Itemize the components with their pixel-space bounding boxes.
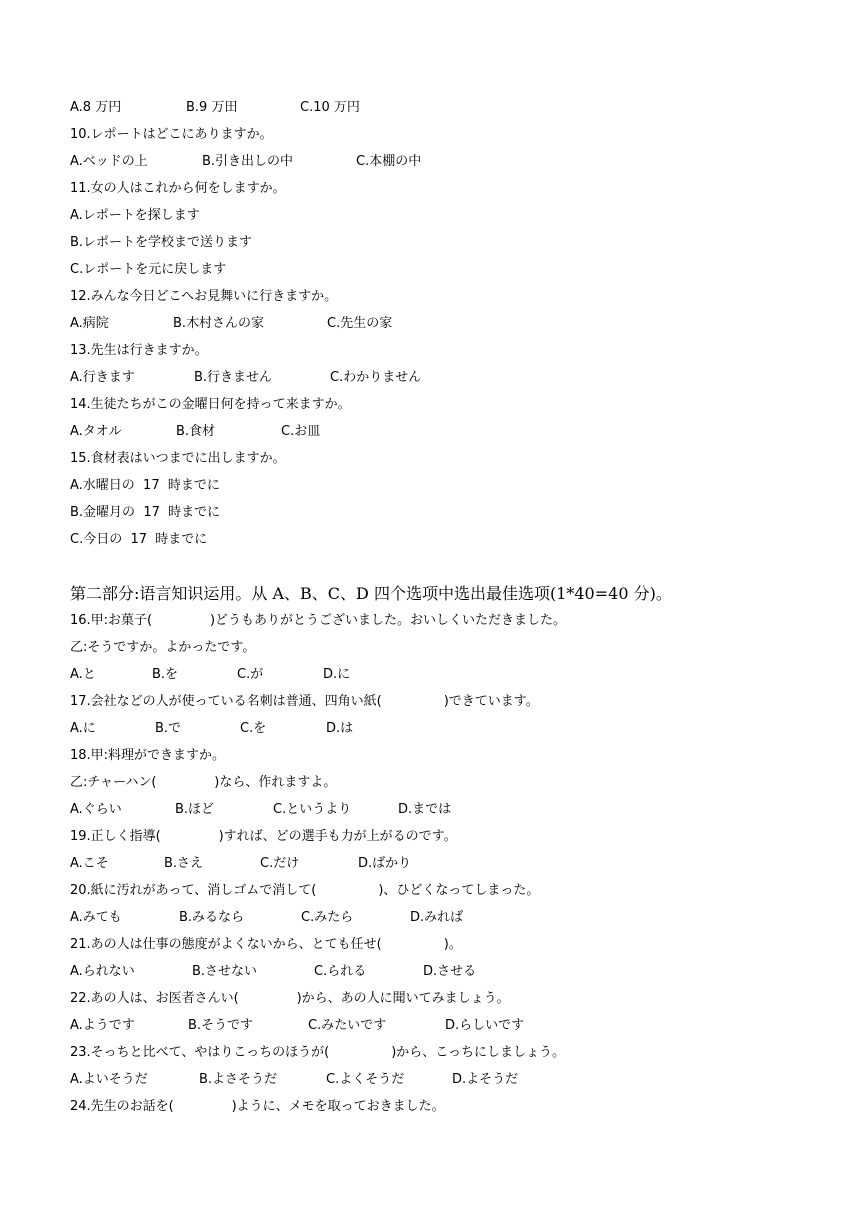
option-c: C.10 万円 <box>300 100 360 115</box>
question-16-reply: 乙:そうですか。よかったです。 <box>70 640 256 655</box>
question-13: 13.先生は行きますか。 <box>70 343 208 358</box>
option-a: A.みても <box>70 910 122 925</box>
option-b: B.で <box>155 721 182 736</box>
q15-option-b: B.金曜月の 17 時までに <box>70 505 221 520</box>
option-d: D.らしいです <box>445 1018 525 1033</box>
option-c: C.を <box>240 721 267 736</box>
q11-option-a: A.レポートを探します <box>70 208 200 223</box>
option-d: D.みれば <box>410 910 464 925</box>
question-21: 21.あの人は仕事の態度がよくないから、とても任せ( )。 <box>70 937 462 952</box>
option-a: A.られない <box>70 964 135 979</box>
option-d: D.させる <box>423 964 477 979</box>
option-b: B.ほど <box>175 802 215 817</box>
question-18-reply: 乙:チャーハン( )なら、作れますよ。 <box>70 775 337 790</box>
option-c: C.みたいです <box>308 1018 387 1033</box>
question-18: 18.甲:料理ができますか。 <box>70 748 226 763</box>
q15-option-c: C.今日の 17 時までに <box>70 532 208 547</box>
option-a: A.ベッドの上 <box>70 154 148 169</box>
question-17: 17.会社などの人が使っている名刺は普通、四角い紙( )できています。 <box>70 694 539 709</box>
option-b: B.みるなら <box>179 910 245 925</box>
option-a: A.と <box>70 667 96 682</box>
option-a: A.ようです <box>70 1018 135 1033</box>
question-14: 14.生徒たちがこの金曜日何を持って来ますか。 <box>70 397 351 412</box>
question-23: 23.そっちと比べて、やはりこっちのほうが( )から、こっちにしましょう。 <box>70 1045 566 1060</box>
option-b: B.引き出しの中 <box>202 154 294 169</box>
option-b: B.よさそうだ <box>199 1072 278 1087</box>
q11-option-b: B.レポートを学校まで送ります <box>70 235 253 250</box>
option-b: B.さえ <box>164 856 204 871</box>
option-b: B.行きません <box>194 370 273 385</box>
question-16: 16.甲:お菓子( )どうもありがとうございました。おいしくいただきました。 <box>70 613 567 628</box>
option-a: A.8 万円 <box>70 100 122 115</box>
option-a: A.ぐらい <box>70 802 122 817</box>
option-c: C.だけ <box>260 856 300 871</box>
option-a: A.行きます <box>70 370 135 385</box>
question-20: 20.紙に汚れがあって、消しゴムで消して( )、ひどくなってしまった。 <box>70 883 540 898</box>
option-d: D.に <box>323 667 351 682</box>
q11-option-c: C.レポートを元に戻します <box>70 262 227 277</box>
option-d: D.ばかり <box>358 856 412 871</box>
option-b: B.を <box>152 667 179 682</box>
option-c: C.られる <box>314 964 367 979</box>
option-d: D.までは <box>398 802 452 817</box>
question-12: 12.みんな今日どこへお見舞いに行きますか。 <box>70 289 338 304</box>
question-15: 15.食材表はいつまでに出しますか。 <box>70 451 286 466</box>
option-d: D.は <box>326 721 354 736</box>
option-a: A.よいそうだ <box>70 1072 148 1087</box>
option-b: B.9 万田 <box>186 100 238 115</box>
question-10: 10.レポートはどこにありますか。 <box>70 127 273 142</box>
option-a: A.タオル <box>70 424 122 439</box>
option-c: C.お皿 <box>281 424 321 439</box>
option-a: A.に <box>70 721 96 736</box>
section-2-heading: 第二部分:语言知识运用。从 A、B、C、D 四个选项中选出最佳选项(1*40=40 分)。 <box>70 584 672 603</box>
option-c: C.わかりません <box>330 370 422 385</box>
option-a: A.病院 <box>70 316 109 331</box>
question-24: 24.先生のお話を( )ように、メモを取っておきました。 <box>70 1099 445 1114</box>
option-d: D.よそうだ <box>452 1072 519 1087</box>
option-b: B.させない <box>192 964 258 979</box>
option-b: B.食材 <box>176 424 216 439</box>
option-b: B.そうです <box>188 1018 254 1033</box>
option-c: C.が <box>237 667 264 682</box>
q15-option-a: A.水曜日の 17 時までに <box>70 478 220 493</box>
option-c: C.よくそうだ <box>326 1072 405 1087</box>
question-11: 11.女の人はこれから何をしますか。 <box>70 181 286 196</box>
option-c: C.本棚の中 <box>356 154 422 169</box>
option-a: A.こそ <box>70 856 109 871</box>
option-c: C.みたら <box>301 910 354 925</box>
question-22: 22.あの人は、お医者さんい( )から、あの人に聞いてみましょう。 <box>70 991 510 1006</box>
option-c: C.先生の家 <box>327 316 393 331</box>
question-19: 19.正しく指導( )すれば、どの選手も力が上がるのです。 <box>70 829 457 844</box>
option-b: B.木村さんの家 <box>173 316 265 331</box>
option-c: C.というより <box>273 802 352 817</box>
